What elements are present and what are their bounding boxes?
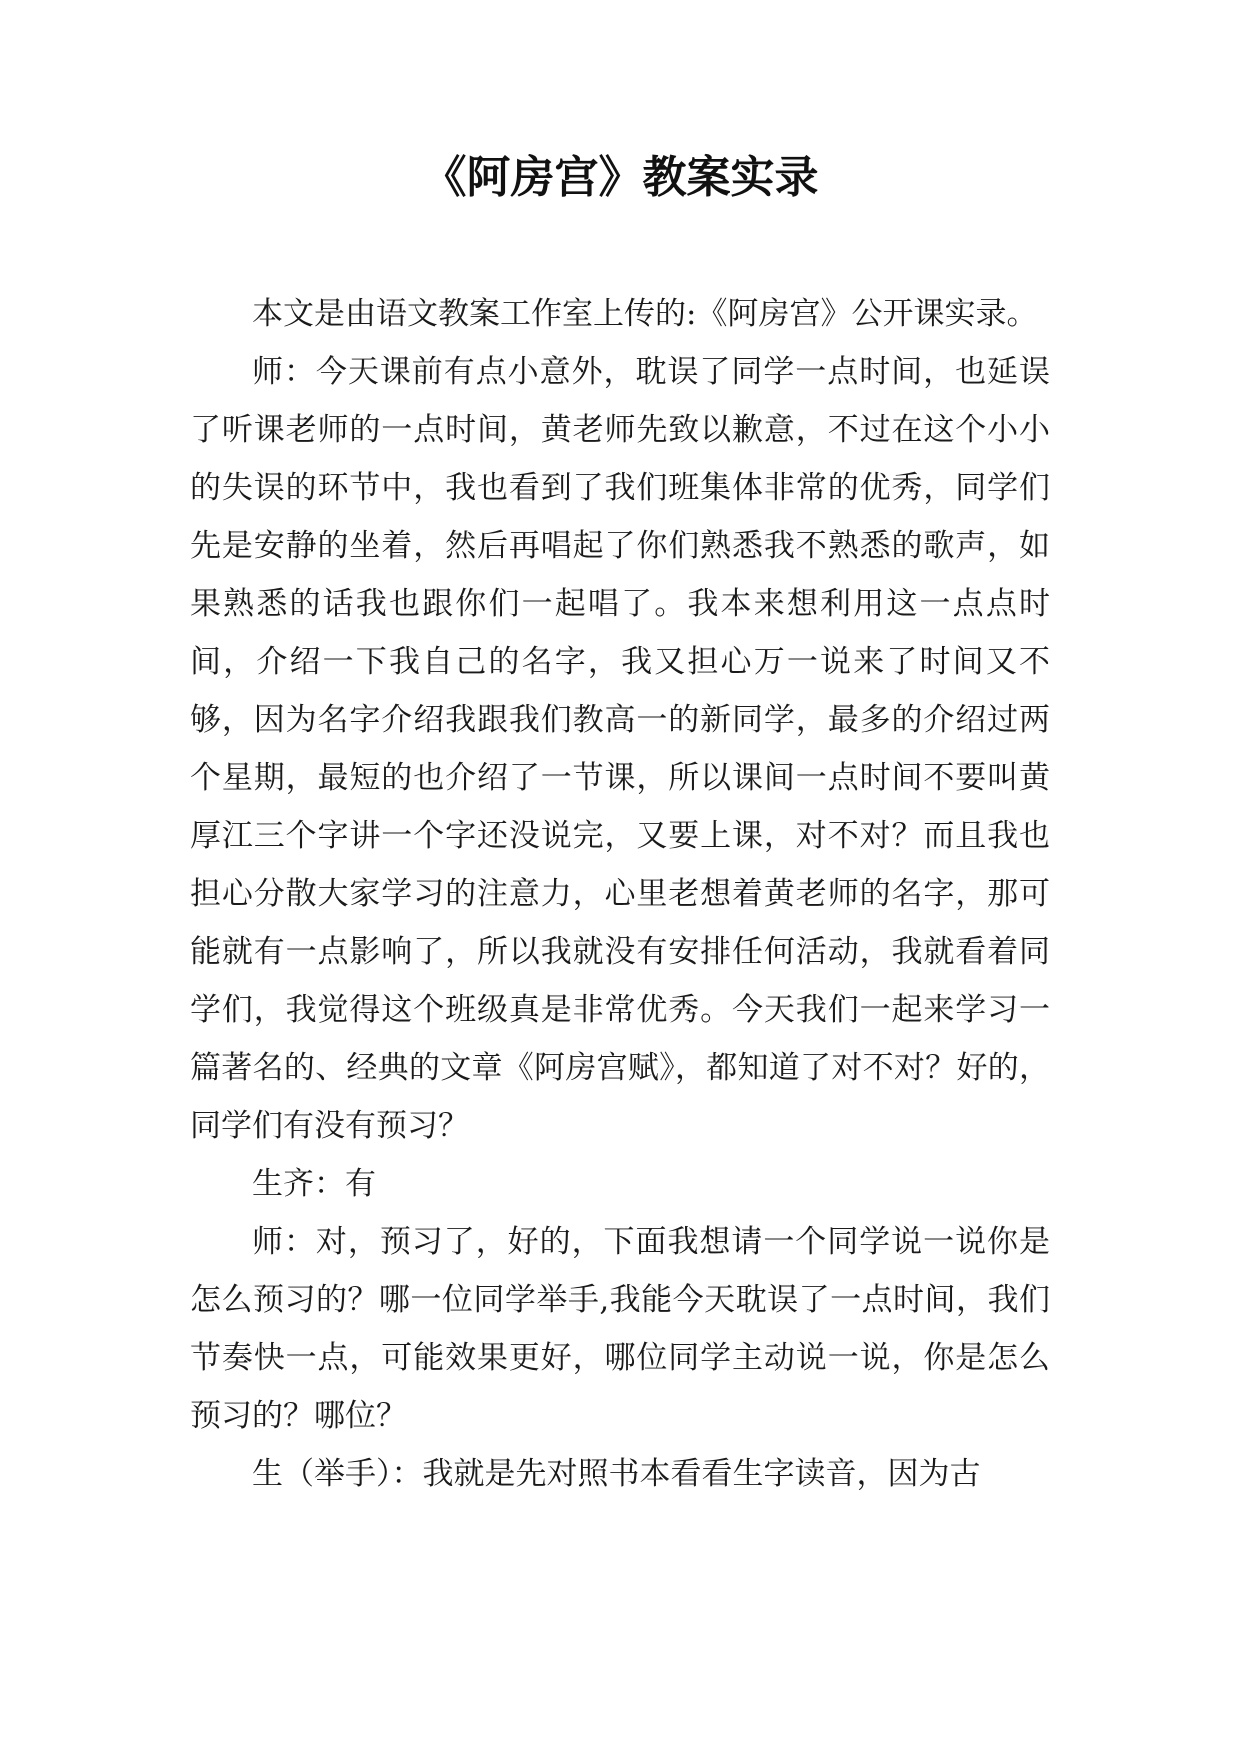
paragraph-students-reply: 生齐：有 bbox=[252, 1166, 376, 1202]
document-body bbox=[190, 285, 1050, 1503]
document-title: 《阿房宫》教案实录 bbox=[422, 152, 819, 203]
paragraph-student-answer: 生（举手）：我就是先对照书本看看生字读音，因为古 bbox=[252, 1456, 981, 1492]
paragraph-teacher-question: 师：对，预习了，好的，下面我想请一个同学说一说你是怎么预习的？哪一位同学举手,我能今天耽误了一点时间，我们节奏快一点，可能效果更好，哪位同学主动说一说，你是怎么预习的？哪位？ bbox=[190, 1224, 1050, 1434]
paragraph-teacher-opening: 师：今天课前有点小意外，耽误了同学一点时间，也延误了听课老师的一点时间，黄老师先致以歉意，不过在这个小小的失误的环节中，我也看到了我们班集体非常的优秀，同学们先是安静的坐着，然后再唱起了你们熟悉我不熟悉的歌声，如果熟悉的话我也跟你们一起唱了。我本来想利用这一点点时间，介绍一下我自己的名字，我又担心万一说来了时间又不够，因为名字介绍我跟我们教高一的新同学，最多的介绍过两个星期，最短的也介绍了一节课，所以课间一点时间不要叫黄厚江三个字讲一个字还没说完，又要上课，对不对？而且我也担心分散大家学习的注意力，心里老想着黄老师的名字，那可能就有一点影响了，所以我就没有安排任何活动，我就看着同学们，我觉得这个班级真是非常优秀。今天我们一起来学习一篇著名的、经典的文章《阿房宫赋》，都知道了对不对？好的，同学们有没有预习？ bbox=[190, 354, 1050, 1144]
paragraph-intro: 本文是由语文教案工作室上传的:《阿房宫》公开课实录。 bbox=[252, 296, 1038, 332]
